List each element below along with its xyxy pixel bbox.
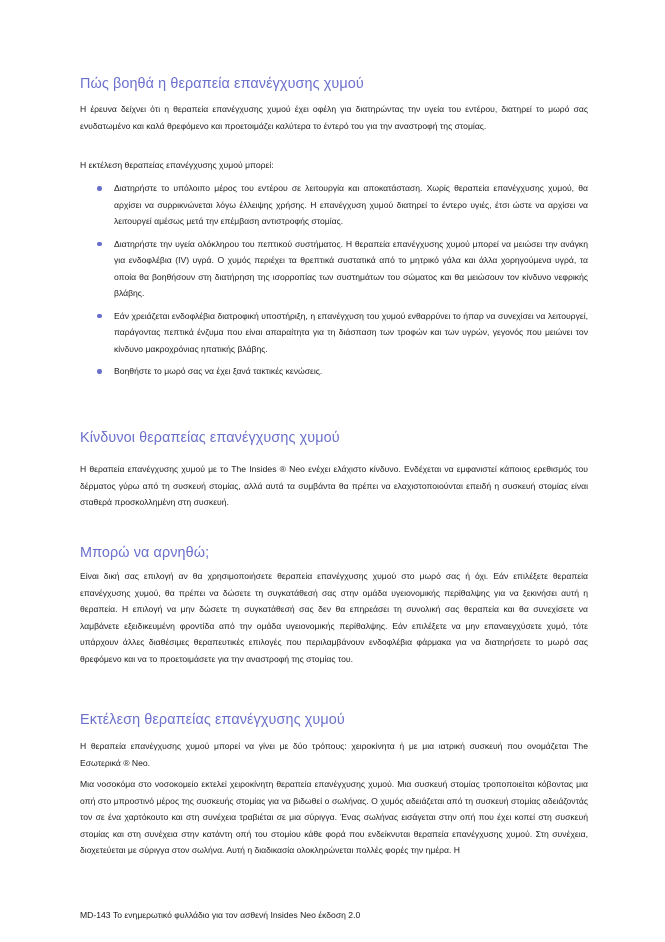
list-item (80, 236, 588, 302)
paragraph-intro-list: Η εκτέλεση θεραπείας επανέγχυσης χυμού μπορεί: (80, 160, 274, 170)
paragraph-research: Η έρευνα δείχνει ότι η θεραπεία επανέγχυσης χυμού έχει οφέλη για διατηρώντας την υγεία του εντέρου, διατηρεί το μωρό σας ενυδατωμένο και καλά θρεφόμενο και προετοιμάζει καλύτερα το έντερό του για την αναστροφή της στομίας. (80, 104, 588, 131)
bullet-icon (97, 186, 102, 191)
paragraph-manual-procedure: Μια νοσοκόμα στο νοσοκομείο εκτελεί χειροκίνητη θεραπεία επανέγχυσης χυμού. Μια συσκευή στομίας τροποποιείται κόβοντας μια οπή στο μπροστινό μέρος της συσκευής στομίας για να βιδωθεί ο σωλήνας. Ο χυμός αδειάζεται από τη συσκευή στομίας αδειάζοντάς τον σε ένα χαρτόκουτο και στη συνέχεια τραβιέται σε μια σύριγγα. Ένας σωλήνας εισάγεται στην οπή που έχει κοπεί στη συσκευή στομίας και στη συνέχεια στην κατάντη οπή του στομίου κάθε φορά που ενδείκνυται θεραπεία επανέγχυσης χυμού. Στη συνέχεια, διοχετεύεται με σύριγγα στον σωλήνα. Αυτή η διαδικασία ολοκληρώνεται πολλές φορές την ημέρα. Η (80, 779, 588, 855)
section-heading-risks: Κίνδυνοι θεραπείας επανέγχυσης χυμού (80, 430, 340, 446)
list-item (80, 363, 588, 380)
list-item (80, 180, 588, 230)
bullet-icon (97, 369, 102, 374)
paragraph-two-ways: Η θεραπεία επανέγχυσης χυμού μπορεί να γίνει με δύο τρόπους: χειροκίνητα ή με μια ιατρική συσκευή που ονομάζεται The Εσωτερικά ® Neo. (80, 741, 588, 768)
page-footer: MD-143 Το ενημερωτικό φυλλάδιο για τον ασθενή Insides Neo έκδοση 2.0 (80, 910, 361, 920)
benefits-list (80, 180, 588, 386)
bullet-icon (97, 314, 102, 319)
section-heading-can-i-refuse: Μπορώ να αρνηθώ; (80, 545, 210, 561)
list-item-text: Εάν χρειάζεται ενδοφλέβια διατροφική υποστήριξη, η επανέγχυση του χυμού ενθαρρύνει το ήπαρ να συνεχίσει να λειτουργεί, παράγοντας πεπτικά ένζυμα που είναι απαραίτητα για τη διάσπαση των τροφών και των υγρών, γεγονός που μειώνει τον κίνδυνο μακροχρόνιας ηπατικής βλάβης. (114, 310, 588, 354)
list-item-text: Διατηρήστε το υπόλοιπο μέρος του εντέρου σε λειτουργία και αποκατάσταση. Χωρίς θεραπεία επανέγχυσης χυμού, θα αρχίσει να συρρικνώνεται λόγω έλλειψης χρήσης. Η επανέγχυση χυμού διατηρεί το έντερο υγιές, έτσι ώστε να αρχίσει να λειτουργεί αμέσως μετά την επέμβαση αντιστροφής στομίας. (114, 183, 588, 226)
paragraph-risks: Η θεραπεία επανέγχυσης χυμού με το The Insides ® Neo ενέχει ελάχιστο κίνδυνο. Ενδέχεται να εμφανιστεί κάποιος ερεθισμός του δέρματος γύρω από τη συσκευή στομίας, αλλά αυτά τα συμβάντα θα πρέπει να ελαχιστοποιούνται επειδή η συσκευή στομίας είναι σταθερά προσκολλημένη στη συσκευή. (80, 464, 588, 507)
section-heading-performing: Εκτέλεση θεραπείας επανέγχυσης χυμού (80, 712, 345, 728)
list-item-text: Διατηρήστε την υγεία ολόκληρου του πεπτικού συστήματος. Η θεραπεία επανέγχυσης χυμού μπορεί να μειώσει την ανάγκη για ενδοφλέβια (IV) υγρά. Ο χυμός περιέχει τα θρεπτικά συστατικά από το μητρικό γάλα και άλλα χορηγούμενα υγρά, τα οποία θα βοηθήσουν στη διατήρηση της ισορροπίας των συστημάτων του σώματος και θα μειώσουν τον κίνδυνο νεφρικής βλάβης. (114, 238, 588, 298)
section-heading-how-it-helps: Πώς βοηθά η θεραπεία επανέγχυσης χυμού (80, 76, 364, 92)
list-item-text: Βοηθήστε το μωρό σας να έχει ξανά τακτικές κενώσεις. (114, 366, 323, 376)
bullet-icon (97, 242, 102, 247)
paragraph-refuse: Είναι δική σας επιλογή αν θα χρησιμοποιήσετε θεραπεία επανέγχυσης χυμού στο μωρό σας ή όχι. Εάν επιλέξετε θεραπεία επανέγχυσης χυμού, θα πρέπει να δώσετε τη συγκατάθεσή σας στην ομάδα υγειονομικής περίθαλψης για να ξεκινήσει αυτή η θεραπεία. Η επιλογή να μην δώσετε τη συγκατάθεσή σας δεν θα επηρεάσει τη συνολική σας θεραπεία και θα συνεχίσετε να λαμβάνετε εξειδικευμένη φροντίδα από την ομάδα υγειονομικής περίθαλψης. Εάν επιλέξετε να μην επαναεγχύσετε χυμό, τότε υπάρχουν άλλες διαθέσιμες θεραπευτικές επιλογές που περιλαμβάνουν ενδοφλέβια φάρμακα για να διατηρήσετε το μωρό σας θρεφόμενο και να το προετοιμάσετε για την αναστροφή της στομίας του. (80, 571, 588, 664)
list-item (80, 308, 588, 358)
